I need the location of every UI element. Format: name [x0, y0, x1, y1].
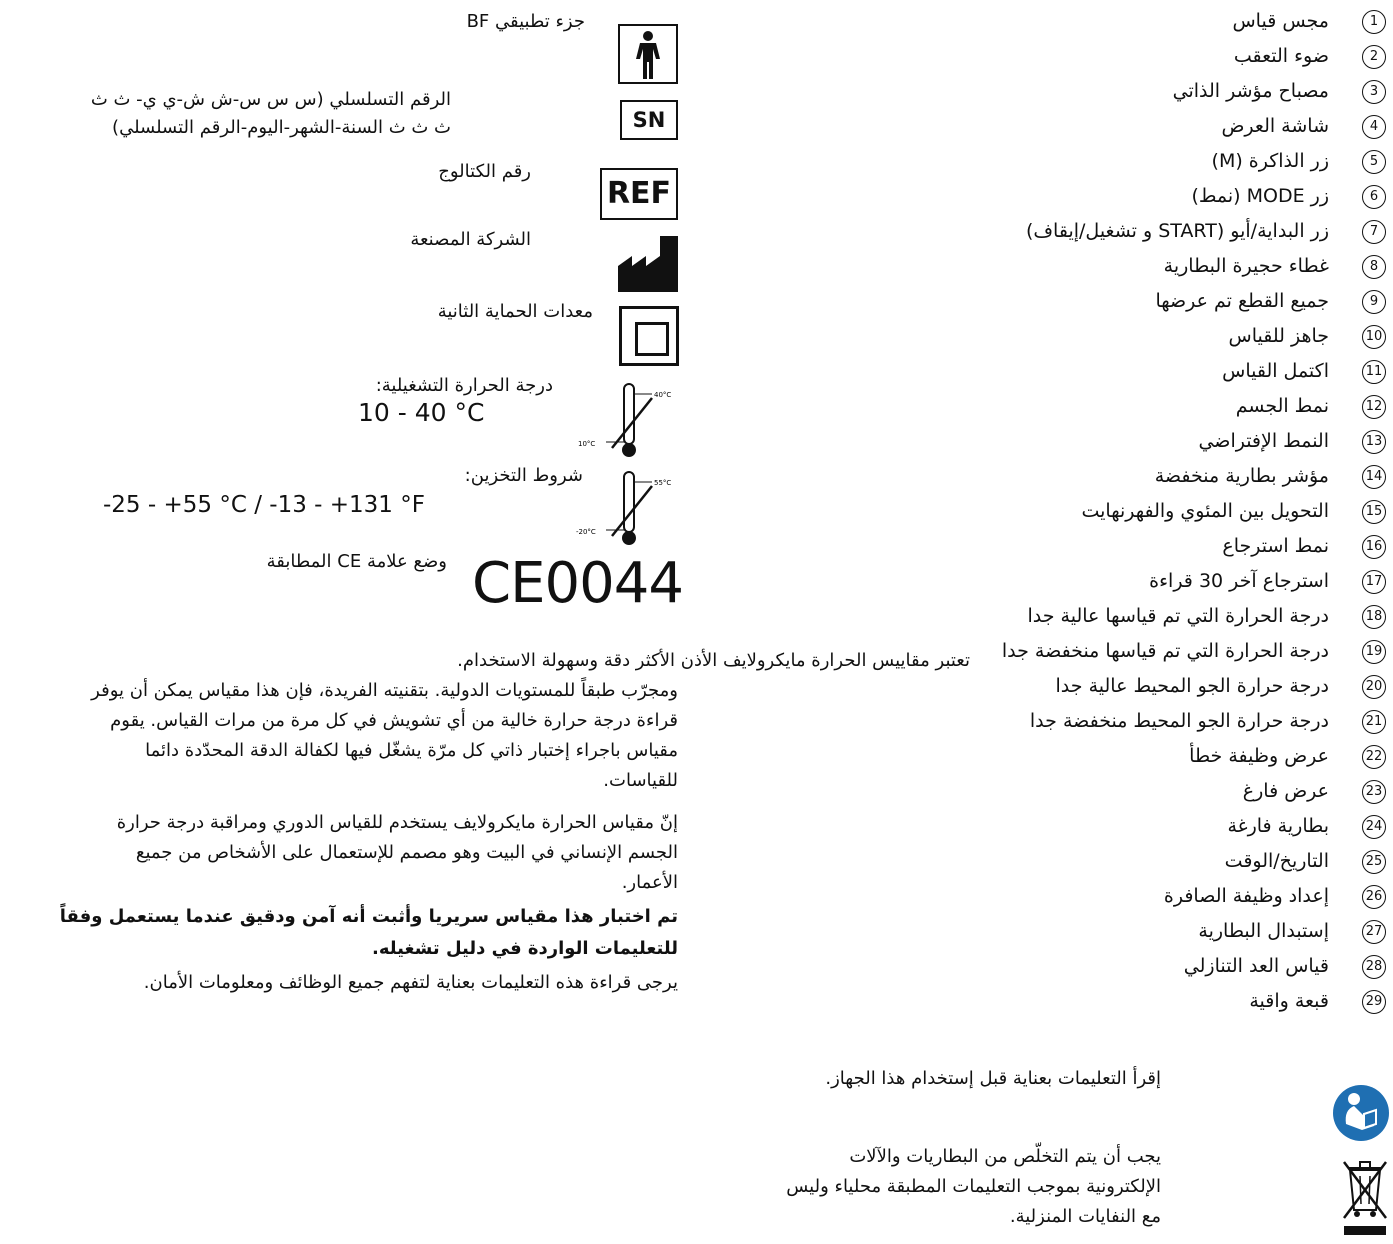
list-item: [873, 253, 1393, 288]
para2-line1: إنّ مقياس الحرارة مايكرولايف يستخدم للقياس الدوري ومراقبة درجة حرارة: [116, 812, 678, 833]
op-temp-high-label: 40°C: [654, 391, 672, 399]
item-label: التحويل بين المئوي والفهرنهايت: [1081, 500, 1329, 522]
ref-caption: رقم الكتالوج: [438, 161, 531, 182]
item-number-badge: 19: [1362, 640, 1386, 664]
item-label: درجة الحرارة التي تم قياسها منخفضة جدا: [1001, 640, 1329, 662]
list-item: [873, 813, 1393, 848]
list-item: [873, 8, 1393, 43]
item-label: النمط الإفتراضي: [1198, 430, 1329, 452]
item-number-badge: 6: [1362, 185, 1386, 209]
item-label: إستبدال البطارية: [1198, 920, 1329, 942]
op-temp-low-label: 10°C: [578, 440, 596, 448]
para2-line3: الأعمار.: [621, 872, 678, 893]
item-label: درجة حرارة الجو المحيط عالية جدا: [1055, 675, 1329, 697]
bold-line2: للتعليمات الواردة في دليل تشغيله.: [372, 938, 678, 959]
list-item: [873, 533, 1393, 568]
item-number-badge: 28: [1362, 955, 1386, 979]
item-label: عرض وظيفة خطأ: [1189, 745, 1329, 767]
operating-temp-caption: درجة الحرارة التشغيلية:: [375, 375, 553, 396]
double-insulation-icon: [619, 306, 679, 366]
item-number-badge: 10: [1362, 325, 1386, 349]
read-instructions-note: إقرأ التعليمات بعناية قبل إستخدام هذا الجهاز.: [825, 1068, 1161, 1089]
item-label: بطارية فارغة: [1227, 815, 1329, 837]
item-number-badge: 3: [1362, 80, 1386, 104]
item-label: درجة حرارة الجو المحيط منخفضة جدا: [1029, 710, 1329, 732]
list-item: [873, 778, 1393, 813]
item-number-badge: 1: [1362, 10, 1386, 34]
item-number-badge: 4: [1362, 115, 1386, 139]
item-label: مصباح مؤشر الذاتي: [1172, 80, 1329, 102]
storage-caption: شروط التخزين:: [464, 465, 583, 486]
bf-applied-part-icon: [618, 24, 678, 84]
thermometer-operating-icon: [572, 380, 682, 466]
item-number-badge: 2: [1362, 45, 1386, 69]
weee-bin-icon: [1340, 1158, 1390, 1244]
list-item: [873, 323, 1393, 358]
item-label: مجس قياس: [1232, 10, 1329, 32]
bold-line1: تم اختبار هذا مقياس سريريا وأثبت أنه آمن ودقيق عندما يستعمل وفقاً: [59, 906, 678, 927]
list-item: [873, 568, 1393, 603]
list-item: [873, 498, 1393, 533]
disposal-line3: مع النفايات المنزلية.: [1009, 1206, 1161, 1227]
item-number-badge: 24: [1362, 815, 1386, 839]
item-number-badge: 26: [1362, 885, 1386, 909]
item-number-badge: 22: [1362, 745, 1386, 769]
item-number-badge: 8: [1362, 255, 1386, 279]
bf-caption: جزء تطبيقي BF: [466, 11, 585, 32]
double-insulation-caption: معدات الحماية الثانية: [437, 301, 593, 322]
item-label: زر الذاكرة (M): [1211, 150, 1329, 172]
item-number-badge: 17: [1362, 570, 1386, 594]
item-number-badge: 12: [1362, 395, 1386, 419]
item-label: استرجاع آخر 30 قراءة: [1149, 570, 1329, 592]
list-item: [873, 358, 1393, 393]
item-label: درجة الحرارة التي تم قياسها عالية جدا: [1027, 605, 1329, 627]
read-manual-icon: [1332, 1084, 1390, 1146]
para1-line3: مقياس باجراء إختبار ذاتي كل مرّة يشغّل فيها لكفالة الدقة المحدّدة دائما: [145, 740, 678, 761]
list-item: [873, 918, 1393, 953]
item-label: مؤشر بطارية منخفضة: [1154, 465, 1329, 487]
list-item: [873, 43, 1393, 78]
overlap-line: تعتبر مقاييس الحرارة مايكرولايف الأذن الأكثر دقة وسهولة الاستخدام.: [457, 650, 970, 671]
list-item: [873, 848, 1393, 883]
disposal-line1: يجب أن يتم التخلّص من البطاريات والآلات: [849, 1146, 1161, 1167]
sn-caption-line2: ث ث ث السنة-الشهر-اليوم-الرقم التسلسلي): [112, 117, 451, 138]
manufacturer-icon: [618, 236, 680, 296]
storage-value: -25 - +55 °C / -13 - +131 °F: [103, 492, 425, 518]
list-item: [873, 218, 1393, 253]
para3: يرجى قراءة هذه التعليمات بعناية لتفهم جميع الوظائف ومعلومات الأمان.: [143, 972, 678, 993]
list-item: [873, 148, 1393, 183]
item-label: عرض فارغ: [1242, 780, 1329, 802]
item-number-badge: 16: [1362, 535, 1386, 559]
item-label: اكتمل القياس: [1222, 360, 1329, 382]
item-label: زر البداية/أيو (START و تشغيل/إيقاف): [1025, 220, 1329, 242]
item-label: نمط الجسم: [1235, 395, 1329, 417]
item-number-badge: 15: [1362, 500, 1386, 524]
ce-caption: وضع علامة CE المطابقة: [266, 551, 447, 572]
item-label: نمط استرجاع: [1222, 535, 1329, 557]
list-item: [873, 78, 1393, 113]
store-temp-high-label: 55°C: [654, 479, 672, 487]
item-label: قياس العد التنازلي: [1183, 955, 1329, 977]
para1-line1: ومجرّب طبقاً للمستويات الدولية. بتقنيته الفريدة، فإن هذا مقياس يمكن أن يوفر: [91, 680, 678, 701]
thermometer-storage-icon: [572, 468, 682, 554]
item-label: إعداد وظيفة الصافرة: [1163, 885, 1329, 907]
list-item: [873, 428, 1393, 463]
item-number-badge: 14: [1362, 465, 1386, 489]
item-number-badge: 11: [1362, 360, 1386, 384]
item-number-badge: 13: [1362, 430, 1386, 454]
list-item: [873, 883, 1393, 918]
serial-number-icon: SN: [620, 100, 678, 140]
item-number-badge: 7: [1362, 220, 1386, 244]
item-number-badge: 23: [1362, 780, 1386, 804]
list-item: [873, 393, 1393, 428]
item-number-badge: 20: [1362, 675, 1386, 699]
store-temp-low-label: -20°C: [576, 528, 596, 536]
item-label: زر MODE (نمط): [1191, 185, 1329, 207]
manufacturer-caption: الشركة المصنعة: [410, 229, 531, 250]
item-label: ضوء التعقب: [1233, 45, 1329, 67]
disposal-line2: الإلكترونية بموجب التعليمات المطبقة محلياء وليس: [786, 1176, 1161, 1197]
item-number-badge: 29: [1362, 990, 1386, 1014]
list-item: [873, 183, 1393, 218]
item-number-badge: 18: [1362, 605, 1386, 629]
list-item: [873, 743, 1393, 778]
item-number-badge: 27: [1362, 920, 1386, 944]
item-number-badge: 21: [1362, 710, 1386, 734]
item-label: غطاء حجيرة البطارية: [1163, 255, 1329, 277]
para2-line2: الجسم الإنساني في البيت وهو مصمم للإستعمال على الأشخاص من جميع: [135, 842, 678, 863]
item-label: جاهز للقياس: [1228, 325, 1329, 347]
item-label: قبعة واقية: [1249, 990, 1329, 1012]
item-label: التاريخ/الوقت: [1224, 850, 1329, 872]
item-number-badge: 25: [1362, 850, 1386, 874]
sn-caption-line1: الرقم التسلسلي (س س س-ش ش-ي ي- ث ث: [90, 89, 451, 110]
item-number-badge: 5: [1362, 150, 1386, 174]
parts-list: [873, 8, 1393, 1023]
item-label: شاشة العرض: [1221, 115, 1329, 137]
list-item: [873, 288, 1393, 323]
list-item: [873, 673, 1393, 708]
list-item: [873, 953, 1393, 988]
list-item: [873, 988, 1393, 1023]
list-item: [873, 708, 1393, 743]
ce-mark-icon: CE0044: [472, 551, 683, 616]
list-item: [873, 463, 1393, 498]
list-item: [873, 603, 1393, 638]
item-label: جميع القطع تم عرضها: [1155, 290, 1329, 312]
para1-line4: للقياسات.: [603, 770, 678, 791]
operating-temp-value: 10 - 40 °C: [358, 398, 485, 427]
item-number-badge: 9: [1362, 290, 1386, 314]
para1-line2: قراءة درجة حرارة خالية من أي تشويش في كل مرة من مرات القياس. يقوم: [110, 710, 678, 731]
catalog-ref-icon: REF: [600, 168, 678, 220]
list-item: [873, 113, 1393, 148]
